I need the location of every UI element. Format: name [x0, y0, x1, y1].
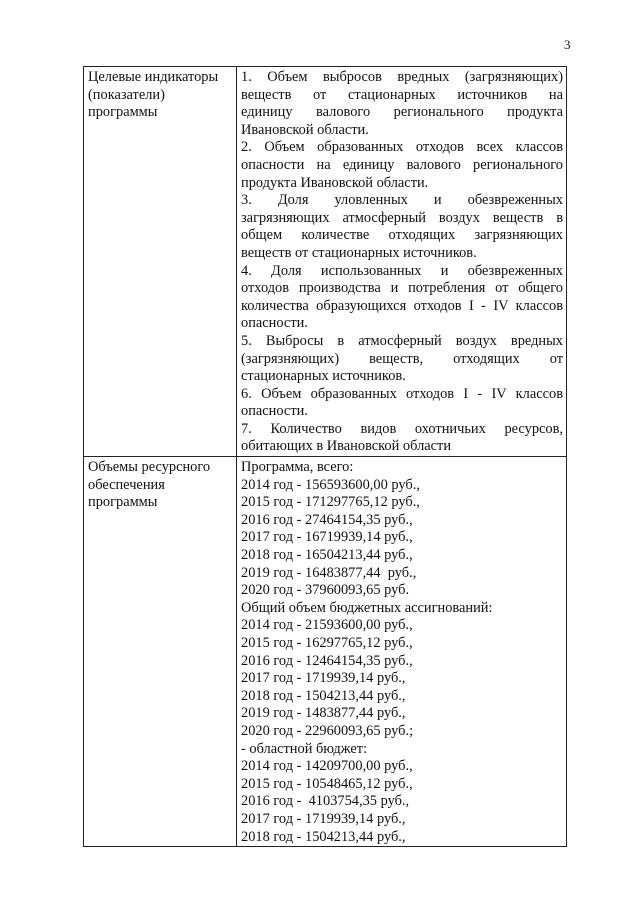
funding-line: 2017 год - 1719939,14 руб., [241, 670, 406, 687]
indicator-line: опасности на единицу валового регионального [241, 156, 563, 173]
indicator-item [241, 69, 563, 139]
indicators-label-cell [84, 67, 237, 457]
indicator-line: опасности. [241, 403, 308, 420]
indicator-line: 6. Объем образованных отходов I - IV классов [241, 385, 563, 402]
funding-line: 2017 год - 16719939,14 руб., [241, 529, 413, 546]
indicator-line: 4. Доля использованных и обезвреженных [241, 262, 563, 279]
indicator-item [241, 192, 563, 262]
funding-line: 2015 год - 10548465,12 руб., [241, 775, 413, 792]
indicator-line: веществ от стационарных источников на [241, 86, 563, 103]
table-row-funding [84, 457, 567, 847]
funding-line: 2017 год - 1719939,14 руб., [241, 810, 406, 827]
funding-line: Общий объем бюджетных ассигнований: [241, 599, 493, 616]
funding-line: 2020 год - 37960093,65 руб. [241, 582, 410, 599]
indicator-item [241, 333, 563, 386]
indicator-line: 5. Выбросы в атмосферный воздух вредных [241, 332, 563, 349]
funding-line: Программа, всего: [241, 459, 354, 476]
indicator-line: отходов производства и потребления от общего [241, 280, 563, 297]
funding-line: 2014 год - 14209700,00 руб., [241, 758, 413, 775]
funding-line: 2015 год - 16297765,12 руб., [241, 635, 413, 651]
funding-line: 2018 год - 1504213,44 руб., [241, 687, 406, 704]
page-number: 3 [564, 37, 571, 52]
funding-line: 2016 год - 27464154,35 руб., [241, 511, 413, 528]
indicator-item [241, 263, 563, 333]
funding-line: 2016 год - 4103754,35 руб., [241, 793, 410, 810]
funding-line: 2015 год - 171297765,12 руб., [241, 494, 420, 511]
indicator-line: количества образующихся отходов I - IV классов [241, 297, 563, 314]
table-row-indicators [84, 67, 567, 457]
indicators-content-cell [237, 67, 567, 457]
funding-label-line: обеспечения [88, 476, 165, 493]
indicator-line: веществ от стационарных источников. [241, 244, 477, 261]
indicator-line: стационарных источников. [241, 368, 406, 385]
funding-label-line: Объемы ресурсного [88, 459, 211, 476]
indicator-item [241, 386, 563, 421]
funding-line: 2016 год - 12464154,35 руб., [241, 652, 413, 669]
indicator-item [241, 421, 563, 456]
indicator-line: загрязняющих атмосферный воздух веществ в [241, 209, 563, 226]
indicator-item [241, 139, 563, 192]
indicator-line: опасности. [241, 315, 308, 332]
indicator-line: единицу валового регионального продукта [241, 104, 563, 121]
funding-line: 2020 год - 22960093,65 руб.; [241, 722, 414, 739]
indicator-line: Ивановской области. [241, 121, 369, 138]
funding-content-cell [237, 457, 567, 847]
indicators-label-line: Целевые индикаторы [88, 69, 219, 85]
indicators-label-line: программы [88, 104, 158, 121]
indicator-line: обитающих в Ивановской области [241, 438, 452, 455]
funding-line: 2014 год - 156593600,00 руб., [241, 476, 420, 493]
funding-line: 2018 год - 1504213,44 руб., [241, 828, 406, 845]
funding-line: 2019 год - 16483877,44 руб., [241, 564, 417, 581]
indicator-line: 7. Количество видов охотничьих ресурсов, [241, 420, 563, 437]
indicator-line: 1. Объем выбросов вредных (загрязняющих) [241, 69, 563, 85]
funding-label-cell [84, 457, 237, 847]
funding-line: - областной бюджет: [241, 740, 368, 757]
indicator-line: 2. Объем образованных отходов всех классов [241, 139, 563, 156]
indicator-line: общем количестве отходящих загрязняющих [241, 227, 563, 244]
indicator-line: продукта Ивановской области. [241, 174, 429, 191]
indicator-line: 3. Доля уловленных и обезвреженных [241, 192, 563, 209]
funding-line: 2018 год - 16504213,44 руб., [241, 547, 413, 564]
funding-line: 2014 год - 21593600,00 руб., [241, 617, 413, 634]
indicators-label-line: (показатели) [88, 86, 165, 103]
funding-line: 2019 год - 1483877,44 руб., [241, 705, 406, 722]
indicator-line: (загрязняющих) веществ, отходящих от [241, 350, 563, 367]
program-passport-table [83, 66, 567, 847]
funding-label-line: программы [88, 494, 158, 511]
